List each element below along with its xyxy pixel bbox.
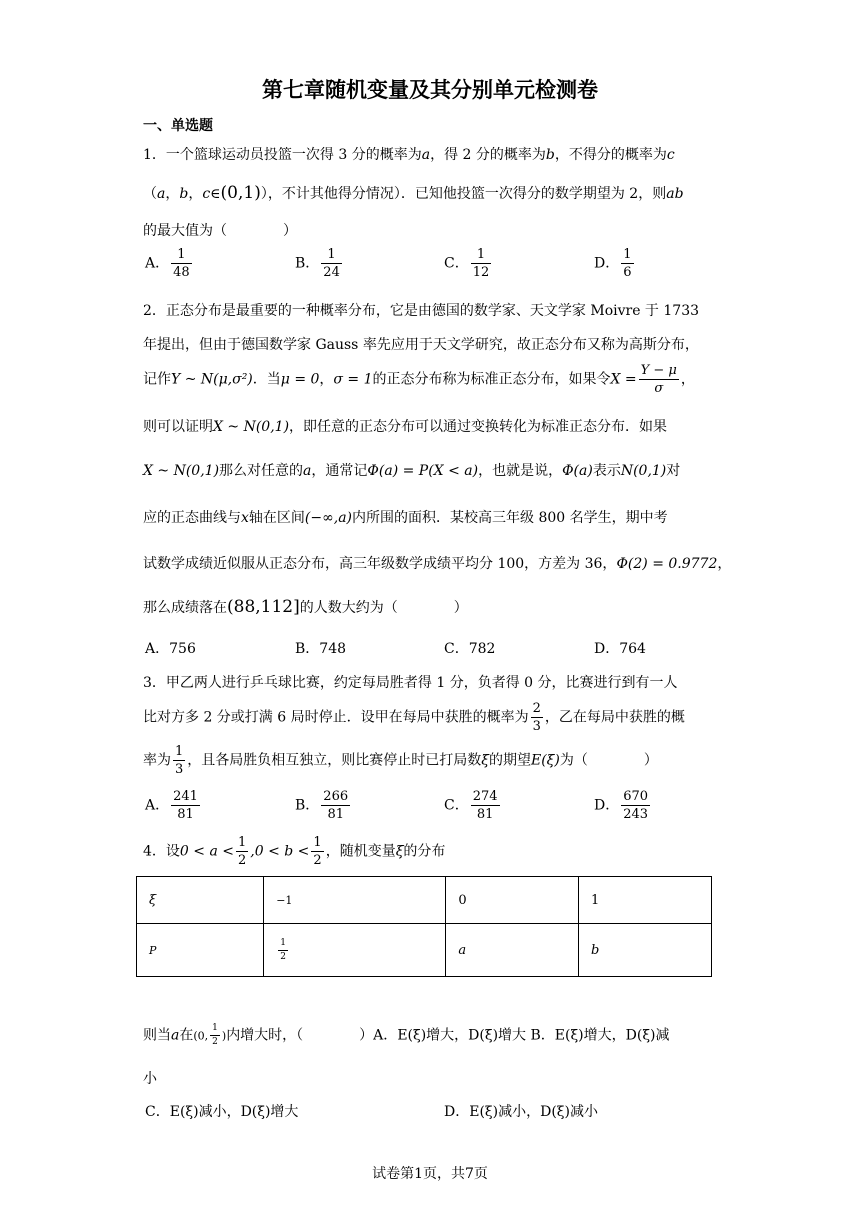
q4-formula: ,0 < b <	[250, 843, 310, 860]
option-label: D．	[594, 255, 620, 272]
option-value: 782	[468, 641, 496, 657]
frac-num: 1	[278, 939, 288, 951]
cell-value: P	[149, 943, 157, 957]
q1-text: ，不得分的概率为	[554, 147, 667, 163]
cell-value: −1	[276, 893, 293, 907]
q2-line8	[143, 597, 468, 617]
q1-var-b: b	[545, 147, 555, 163]
frac-den: σ	[654, 381, 664, 396]
table-cell	[579, 924, 712, 977]
option-value: 756	[169, 641, 196, 657]
q2-formula: σ = 1	[333, 371, 373, 388]
table-row	[137, 924, 712, 977]
q4-text: 则当	[143, 1027, 171, 1044]
q2-line5	[143, 460, 680, 480]
frac-den: 2	[313, 853, 322, 868]
q3-line2	[143, 702, 685, 733]
q4-line1	[143, 836, 445, 867]
q2-formula: X ~ N(0,1)	[213, 419, 290, 435]
q2-formula: N(0,1)	[620, 463, 667, 479]
q2-formula: μ = 0	[280, 371, 320, 388]
option-label: A．	[145, 255, 170, 272]
fraction	[236, 836, 248, 867]
q3-line1: 3．甲乙两人进行乒乓球比赛，约定每局胜者得 1 分，负者得 0 分，比赛进行到有一人	[143, 675, 678, 691]
fraction	[171, 790, 200, 821]
q2-line2: 年提出，但由于德国数学家 Gauss 率先应用于天文学研究，故正态分布又称为高斯分布，	[143, 337, 699, 353]
q1-text: ，得 2 分的概率为	[430, 147, 546, 163]
cell-value: b	[591, 942, 600, 958]
option-label: A．	[145, 797, 170, 814]
q2-text: 记作	[143, 371, 171, 388]
section-heading: 一、单选题	[143, 118, 213, 134]
frac-num: 1	[471, 248, 492, 264]
frac-num: 1	[171, 248, 192, 264]
q4-text: 内增大时，（ ）A．	[226, 1027, 398, 1044]
q4-formula: )	[221, 1029, 227, 1043]
q2-text: ，也就是说，	[478, 463, 563, 479]
q2-line1: 2．正态分布是最重要的一种概率分布，它是由德国的数学家、天文学家 Moivre 于 1733	[143, 303, 700, 319]
fraction	[621, 248, 633, 279]
frac-den: 81	[327, 807, 344, 822]
table-cell	[446, 924, 579, 977]
option-label: C．	[444, 641, 469, 657]
q2-text: 的正态分布称为标准正态分布，如果令	[372, 371, 611, 388]
frac-num: Y − μ	[640, 363, 677, 378]
q2-text: 则可以证明	[143, 419, 213, 435]
option-value: 764	[619, 641, 646, 657]
q1-line2	[143, 183, 684, 203]
option-label: B．	[295, 797, 320, 814]
frac-den: 12	[472, 265, 490, 280]
q1-option-b[interactable]	[295, 248, 344, 279]
q4-formula: a	[171, 1027, 180, 1044]
fraction	[471, 790, 500, 821]
q4-xi: ξ	[395, 843, 404, 860]
frac-num: 241	[173, 789, 198, 804]
frac-den: 3	[175, 762, 184, 777]
q4-text: 的分布	[403, 843, 446, 860]
option-value: E(ξ)减小，D(ξ)减小	[469, 1104, 598, 1120]
fraction	[171, 248, 192, 279]
table-cell	[137, 877, 264, 924]
fraction	[173, 745, 185, 776]
frac-den: 81	[177, 807, 194, 822]
q4-option-c[interactable]	[145, 1101, 298, 1121]
fraction	[210, 1024, 220, 1047]
q1-var-c: c	[202, 186, 211, 202]
q3-text: 为（ ）	[559, 752, 658, 769]
q2-option-a[interactable]	[145, 638, 196, 658]
q3-text: ，且各局胜负相互独立，则比赛停止时已打局数	[187, 752, 482, 769]
q2-text: 表示	[592, 463, 621, 479]
option-label: C．	[444, 797, 469, 814]
table-cell	[264, 924, 446, 977]
q2-formula: (−∞,a)	[304, 510, 353, 526]
q2-formula: Y ~ N(μ,σ²)	[171, 371, 253, 388]
fraction	[639, 364, 679, 395]
fraction	[311, 836, 323, 867]
q3-option-a[interactable]	[145, 790, 202, 821]
q4-text: ，随机变量	[325, 843, 396, 860]
q4-text: B．	[526, 1027, 555, 1044]
q3-line3	[143, 745, 658, 776]
q3-xi: ξ	[481, 752, 489, 769]
q1-text: （	[143, 186, 157, 202]
fraction	[471, 248, 492, 279]
frac-num: 670	[623, 789, 649, 804]
table-cell	[579, 877, 712, 924]
cell-value: ξ	[149, 892, 157, 908]
q1-ab: ab	[666, 186, 684, 202]
q2-text: ．当	[252, 371, 281, 388]
frac-den: 24	[323, 265, 340, 280]
q2-text: 的人数大约为（ ）	[299, 600, 468, 616]
option-label: C．	[444, 255, 469, 272]
q4-line3: 小	[143, 1071, 157, 1087]
q2-text: 对	[666, 463, 681, 479]
cell-value: 1	[591, 892, 600, 908]
option-label: B．	[295, 255, 320, 272]
option-label: D．	[594, 641, 620, 657]
q2-text: 内所围的面积．某校高三年级 800 名学生，期中考	[352, 510, 668, 526]
q2-formula: X ~ N(0,1)	[143, 463, 220, 479]
frac-den: 3	[532, 719, 541, 734]
q1-option-a[interactable]	[145, 248, 194, 279]
q4-formula: 0 < a <	[179, 843, 234, 860]
frac-den: 2	[238, 853, 247, 868]
q4-option-d[interactable]	[444, 1101, 598, 1121]
q1-var-b: b	[179, 186, 189, 202]
option-label: D．	[444, 1104, 470, 1120]
cell-value: 0	[458, 892, 467, 908]
q2-option-c[interactable]	[444, 638, 495, 658]
table-cell	[264, 877, 446, 924]
q1-line3: 的最大值为（ ）	[143, 223, 297, 239]
option-label: C．	[145, 1104, 170, 1120]
q3-option-d[interactable]	[594, 790, 652, 821]
q3-text: 率为	[143, 752, 171, 769]
q4-option-b[interactable]: E(ξ)增大，D(ξ)减	[554, 1027, 670, 1044]
q3-option-b[interactable]	[295, 790, 352, 821]
q3-option-c[interactable]	[444, 790, 502, 821]
q2-text: 那么成绩落在	[143, 600, 227, 616]
frac-num: 1	[210, 1024, 220, 1036]
option-label: A．	[145, 641, 170, 657]
q2-line7	[143, 553, 731, 573]
option-value: E(ξ)减小，D(ξ)增大	[169, 1104, 299, 1120]
frac-den: 2	[280, 951, 286, 962]
table-row	[137, 877, 712, 924]
fraction	[321, 790, 350, 821]
q2-formula: x	[241, 510, 249, 526]
frac-den: 6	[623, 265, 632, 280]
q1-text: ，	[188, 186, 203, 202]
q1-interval: (0,1)	[220, 183, 261, 203]
q2-line4	[143, 416, 667, 436]
frac-num: 1	[321, 248, 342, 264]
option-label: B．	[295, 641, 320, 657]
option-label: D．	[594, 797, 620, 814]
q2-option-b[interactable]	[295, 638, 346, 658]
q2-formula: X =	[610, 371, 637, 388]
frac-num: 266	[323, 789, 349, 804]
q3-text: ，乙在每局中获胜的概	[544, 709, 685, 726]
q4-text: 在	[179, 1027, 194, 1044]
q4-formula: (0,	[193, 1029, 209, 1043]
fraction	[531, 702, 543, 733]
frac-den: 2	[212, 1037, 218, 1047]
q1-text: ），不计其他得分情况）．已知他投篮一次得分的数学期望为 2，则	[260, 186, 667, 202]
q1-option-d[interactable]	[594, 248, 636, 279]
frac-num: 1	[175, 744, 184, 759]
table-cell	[137, 924, 264, 977]
frac-num: 1	[313, 835, 322, 850]
q4-option-a[interactable]: E(ξ)增大，D(ξ)增大	[397, 1027, 527, 1044]
distribution-table	[136, 876, 712, 977]
frac-num: 274	[472, 789, 498, 804]
q4-text: 4．设	[143, 843, 180, 860]
q2-text: 轴在区间	[248, 510, 305, 526]
q2-formula: Φ(a) = P(X < a)	[367, 463, 479, 479]
page-title: 第七章随机变量及其分别单元检测卷	[262, 77, 598, 102]
fraction	[321, 248, 342, 279]
fraction	[278, 939, 288, 962]
q1-text: ，	[165, 186, 180, 202]
q2-text: ，即任意的正态分布可以通过变换转化为标准正态分布．如果	[289, 419, 668, 435]
q2-text: 应的正态曲线与	[143, 510, 241, 526]
q1-line1	[143, 144, 675, 164]
q2-line3	[143, 364, 695, 395]
table-cell	[446, 877, 579, 924]
q1-var-a: a	[157, 186, 166, 202]
option-value: 748	[319, 641, 347, 657]
frac-den: 243	[623, 807, 649, 822]
q1-option-c[interactable]	[444, 248, 493, 279]
q4-line2	[143, 1024, 670, 1047]
q2-text: 试数学成绩近似服从正态分布，高三年级数学成绩平均分 100，方差为 36，	[143, 556, 617, 572]
q2-text: ，通常记	[311, 463, 368, 479]
q2-formula: (88,112]	[227, 597, 300, 617]
q2-option-d[interactable]	[594, 638, 646, 658]
q2-text: ，	[319, 371, 334, 388]
frac-num: 1	[238, 835, 247, 850]
cell-value: a	[458, 942, 467, 958]
q2-text: ，	[717, 556, 732, 572]
frac-num: 2	[532, 701, 541, 716]
q1-symbol: ∈	[210, 186, 221, 202]
q3-text: 的期望	[489, 752, 531, 769]
frac-den: 81	[476, 807, 494, 822]
q1-var-c: c	[666, 147, 675, 163]
q1-text: 1．一个篮球运动员投篮一次得 3 分的概率为	[143, 147, 422, 163]
q2-line6	[143, 507, 668, 527]
fraction	[621, 790, 650, 821]
q2-text: ，	[680, 371, 695, 388]
q2-formula: Φ(a)	[562, 463, 593, 479]
q2-formula: a	[303, 463, 312, 479]
page-footer: 试卷第1页，共7页	[372, 1166, 488, 1182]
q1-var-a: a	[421, 147, 431, 163]
frac-num: 1	[623, 247, 632, 262]
q3-formula: E(ξ)	[531, 752, 560, 769]
frac-den: 48	[173, 265, 190, 280]
q2-text: 那么对任意的	[219, 463, 304, 479]
q2-formula: Φ(2) = 0.9772	[616, 556, 718, 572]
q3-text: 比对方多 2 分或打满 6 局时停止．设甲在每局中获胜的概率为	[143, 709, 529, 726]
